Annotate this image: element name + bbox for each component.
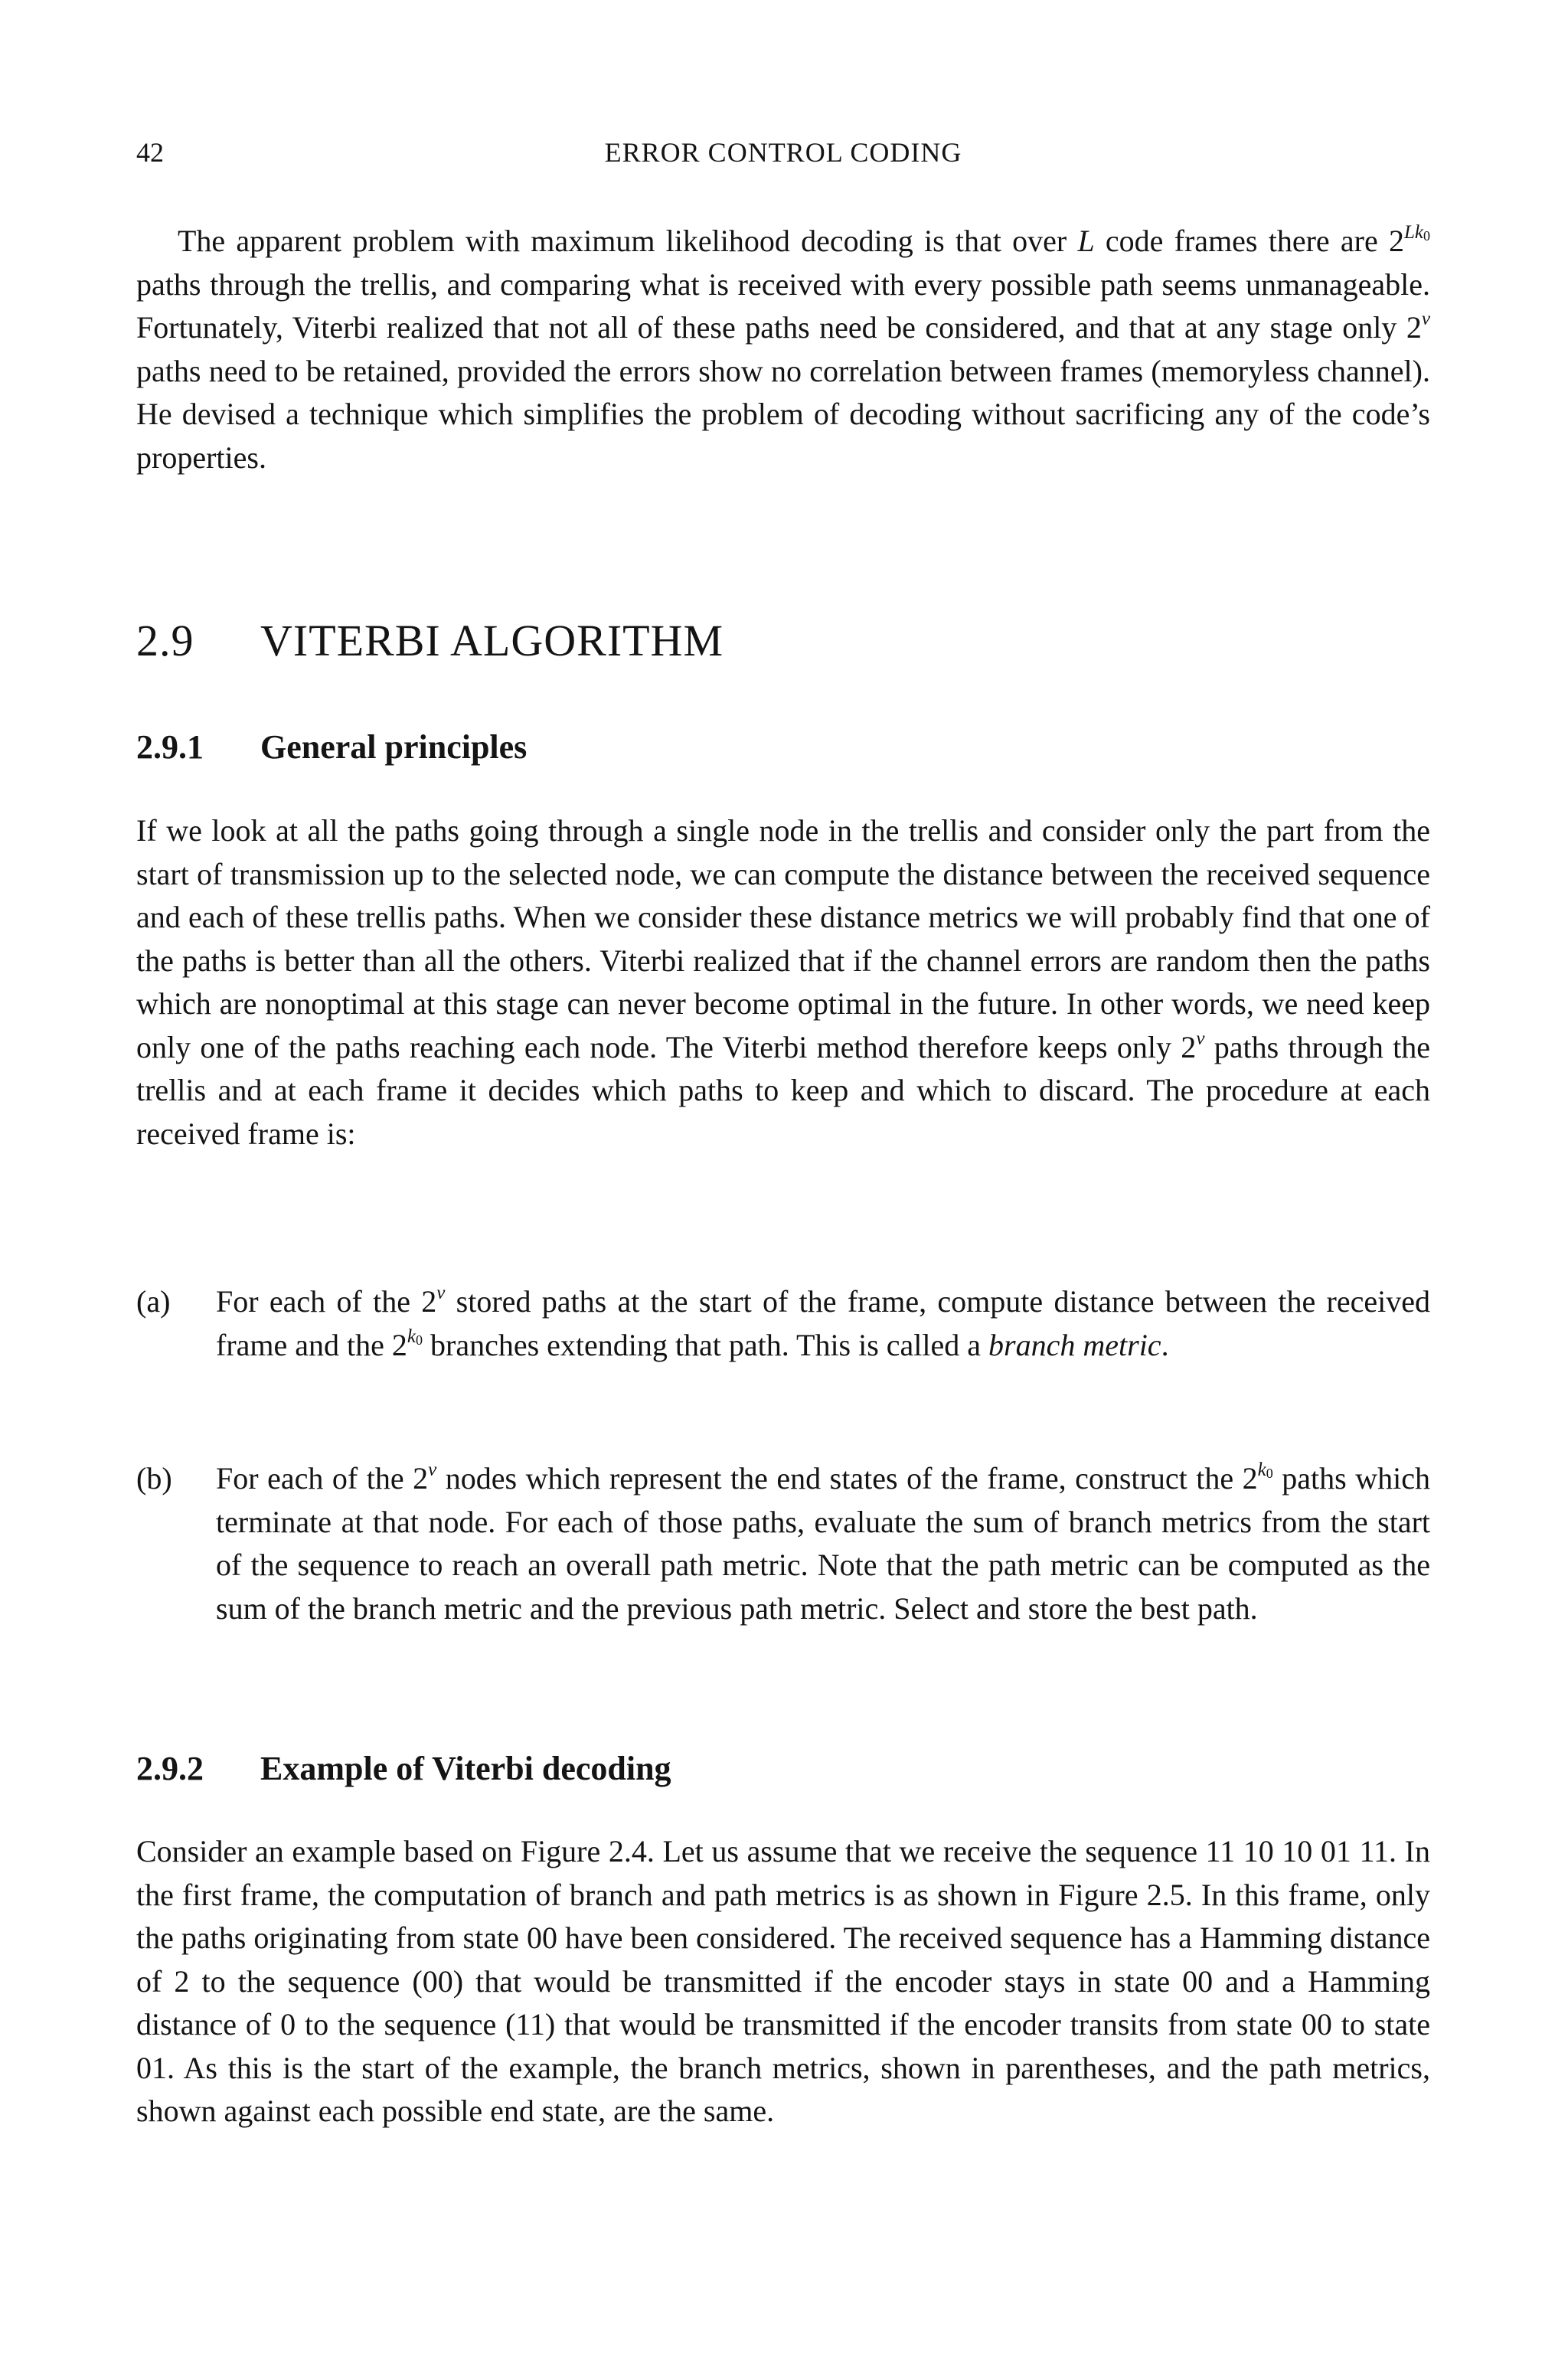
section-heading bbox=[136, 614, 724, 668]
exponent-k0: k0 bbox=[407, 1326, 423, 1348]
subsection-title: General principles bbox=[260, 728, 528, 766]
exponent-nu: ν bbox=[428, 1460, 437, 1480]
subsection-title: Example of Viterbi decoding bbox=[260, 1750, 671, 1787]
list-label-a: (a) bbox=[136, 1284, 171, 1319]
running-head bbox=[136, 133, 1430, 172]
exponent-nu: ν bbox=[1196, 1028, 1205, 1049]
term-branch-metric: branch metric bbox=[988, 1327, 1161, 1362]
subsection-heading-general bbox=[136, 724, 527, 770]
example-paragraph: Consider an example based on Figure 2.4. Let us assume that we receive the sequence 11 10 10 01 11. In the first frame, the computation of branch and path metrics is as shown in Figure 2.5. In this frame, only the paths originating from state 00 have been considered. The received sequence has a Hamming distance of 2 to the sequence (00) that would be transmitted if the encoder stays in state 00 and a Hamming distance of 0 to the sequence (11) that would be transmitted if the encoder transits from state 00 to state 01. As this is the start of the example, the branch metrics, shown in parentheses, and the path metrics, shown against each possible end state, are the same. bbox=[136, 1834, 1430, 2128]
subsection-number: 2.9.2 bbox=[136, 1750, 204, 1787]
list-label-b: (b) bbox=[136, 1461, 172, 1496]
list-text-a: For each of the $2^\nu$ stored paths at the start of the frame, compute distance between the received frame and the $2^{k_0}$ branches extending that path. This is called a branch metric. bbox=[216, 1283, 1431, 1362]
exponent-nu: ν bbox=[436, 1283, 446, 1303]
intro-paragraph: The apparent problem with maximum likelihood decoding is that over L code frames there are $2^{Lk_0}$ paths through the trellis, and comparing what is received with every possible path seems unmanageable. Fortunately, Viterbi realized that not all of these paths need be considered, and that at any stage only $2^\nu$ paths need to be retained, provided the errors show no correlation between frames (memoryless channel). He devised a technique which simplifies the problem of decoding without sacrificing any of the code’s properties. bbox=[136, 222, 1430, 475]
section-number: 2.9 bbox=[136, 616, 194, 665]
list-item-b bbox=[136, 1457, 1430, 1630]
list-item-a bbox=[136, 1280, 1430, 1367]
list-text-b: For each of the $2^\nu$ nodes which represent the end states of the frame, construct the $2^{k_0}$ paths which terminate at that node. For each of those paths, evaluate the sum of branch metrics from the start of the sequence to reach an overall path metric. Note that the path metric can be computed as the sum of the branch metric and the previous path metric. Select and store the best path. bbox=[216, 1460, 1430, 1626]
page-number: 42 bbox=[136, 137, 164, 168]
exponent-k0: k0 bbox=[1257, 1460, 1273, 1481]
exponent-L-k0: Lk0 bbox=[1403, 222, 1430, 244]
general-principles-paragraph: If we look at all the paths going through a single node in the trellis and consider only the part from the start of transmission up to the selected node, we can compute the distance between the received sequence and each of these trellis paths. When we consider these distance metrics we will probably find that one of the paths is better than all the others. Viterbi realized that if the channel errors are random then the paths which are nonoptimal at this stage can never become optimal in the future. In other words, we need keep only one of the paths reaching each node. The Viterbi method therefore keeps only $2^\nu$ paths through the trellis and at each frame it decides which paths to keep and which to discard. The procedure at each received frame is: bbox=[136, 813, 1431, 1151]
running-title: ERROR CONTROL CODING bbox=[604, 137, 962, 168]
subsection-heading-example bbox=[136, 1746, 671, 1792]
exponent-nu: ν bbox=[1421, 309, 1430, 329]
subsection-number: 2.9.1 bbox=[136, 728, 204, 766]
section-title: VITERBI ALGORITHM bbox=[260, 616, 724, 665]
